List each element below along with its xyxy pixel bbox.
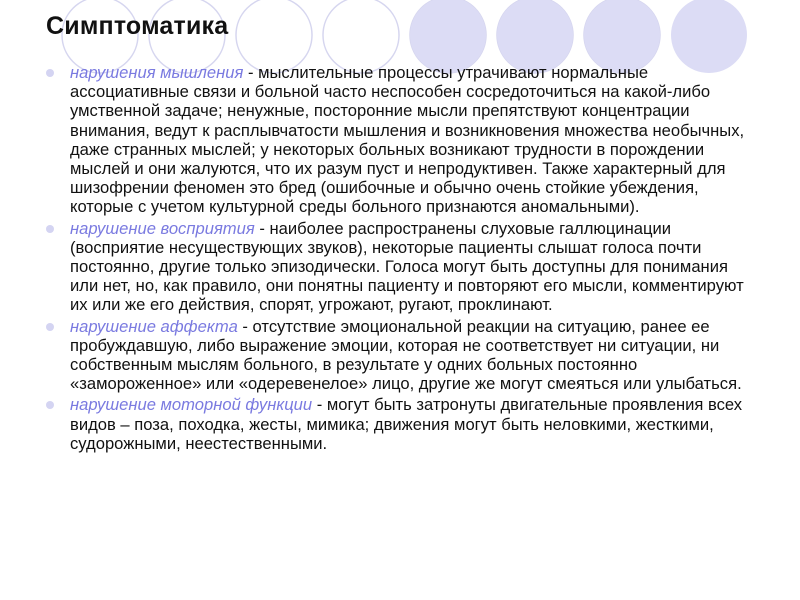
bullet-dot-icon xyxy=(46,69,54,77)
item-term: нарушение моторной функции xyxy=(70,395,313,415)
item-text: - отсутствие эмоциональной реакции на ситуацию, ранее ее пробуждавшую, либо выражение эмоции, которая не соответствует ни ситуации, ни собственным мыслям больного, в результате у одних больных постоянно «замороженное» или «одеревенелое» лицо, другие же могут смеяться или улыбаться. xyxy=(70,316,742,394)
bullet-dot-icon xyxy=(46,401,54,409)
item-text: - наиболее распространены слуховые галлюцинации (восприятие несуществующих звуков), некоторые пациенты слышат голоса почти постоянно, другие только эпизодически. Голоса могут быть доступны для понимания или нет, но, как правило, они понятны пациенту и повторяют его мысли, комментируют их или же его действия, спорят, угрожают, ругают, проклинают. xyxy=(70,218,744,315)
bullet-list xyxy=(46,63,754,455)
list-item xyxy=(46,395,754,453)
list-item xyxy=(46,317,754,394)
slide-title: Симптоматика xyxy=(46,12,229,40)
item-text: - могут быть затронуты двигательные проявления всех видов – поза, походка, жесты, мимика; движения могут быть неловкими, жесткими, судорожными, неестественными. xyxy=(70,395,743,453)
bullet-dot-icon xyxy=(46,225,54,233)
item-term: нарушение аффекта xyxy=(70,316,238,336)
list-item xyxy=(46,63,754,217)
item-text: - мыслительные процессы утрачивают нормальные ассоциативные связи и больной часто неспособен сосредоточиться на какой-либо умственной задаче; ненужные, посторонние мысли препятствуют концентрации внимания, ведут к расплывчатости мышления и возникновения множества необычных, даже странных мыслей; у некоторых больных возникают трудности в порождении мыслей и они жалуются, что их разум пуст и непродуктивен. Также характерный для шизофрении феномен это бред (ошибочные и обычно очень стойкие убеждения, которые с учетом культурной среды больного признаются аномальными). xyxy=(70,63,745,217)
bullet-dot-icon xyxy=(46,323,54,331)
item-term: нарушения мышления xyxy=(70,63,244,82)
item-term: нарушение восприятия xyxy=(70,218,255,238)
list-item xyxy=(46,219,754,315)
